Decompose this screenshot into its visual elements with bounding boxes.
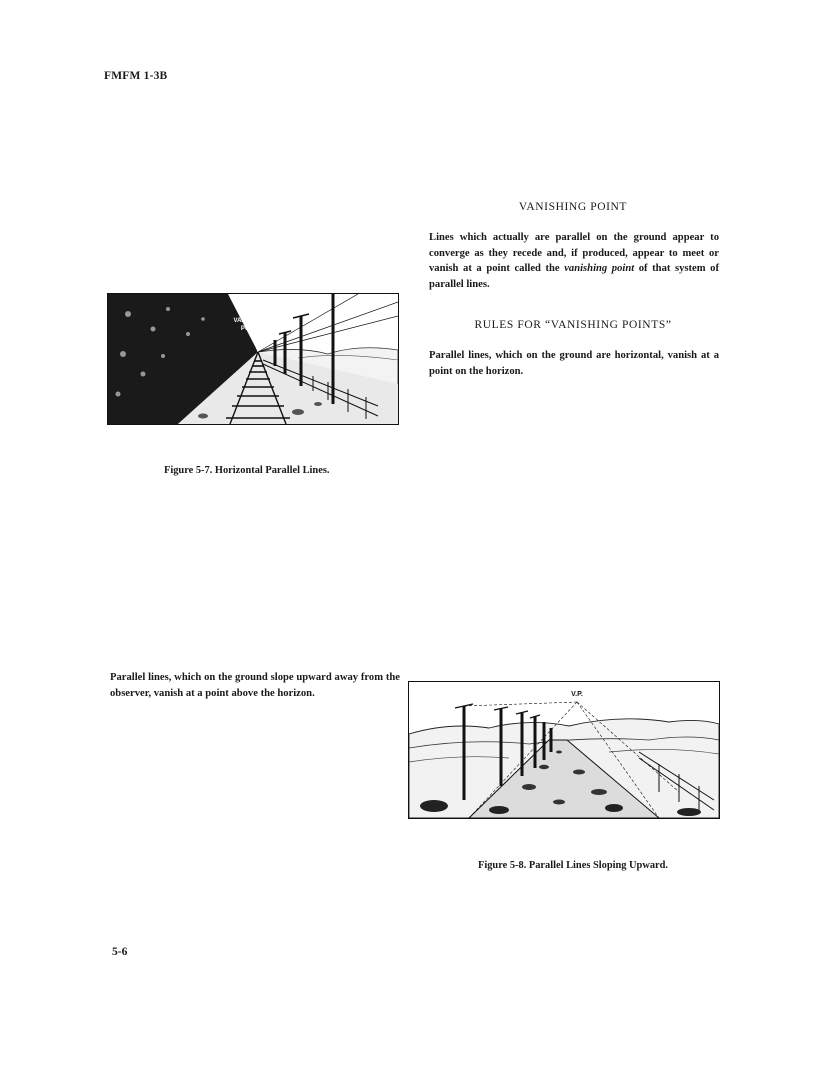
vanishing-point-text-part2: of that system of parallel lines. [429, 263, 719, 290]
figure-5-7-label-line1: VANISHING [233, 318, 267, 324]
figure-5-7-drawing [108, 294, 398, 424]
figure-5-8-label: V.P. [571, 691, 583, 698]
figure-5-8-drawing [409, 682, 719, 818]
rule-upward-paragraph: Parallel lines, which on the ground slope upward away from the observer, vanish at a point above the horizon. [110, 672, 400, 699]
section-title-rules: RULES FOR “VANISHING POINTS” [474, 319, 672, 331]
rule-horizontal-paragraph: Parallel lines, which on the ground are horizontal, vanish at a point on the horizon. [429, 350, 719, 377]
figure-5-8-caption: Figure 5-8. Parallel Lines Sloping Upward. [478, 860, 669, 871]
vanishing-point-term: vanishing point [564, 263, 635, 274]
section-title-vanishing-point: VANISHING POINT [518, 201, 628, 213]
figure-5-7-illustration [107, 293, 399, 425]
vanishing-point-paragraph [429, 230, 719, 292]
figure-5-8-illustration [408, 681, 720, 819]
figure-5-7-caption: Figure 5-7. Horizontal Parallel Lines. [164, 465, 330, 476]
vanishing-point-text-part1: Lines which actually are parallel on the ground appear to converge as they recede and, if produced, appear to meet or vanish at a point called the [429, 232, 719, 274]
page-number: 5-6 [112, 946, 128, 958]
figure-5-7-label-line2: POINT [240, 326, 260, 332]
document-id: FMFM 1-3B [104, 70, 168, 82]
